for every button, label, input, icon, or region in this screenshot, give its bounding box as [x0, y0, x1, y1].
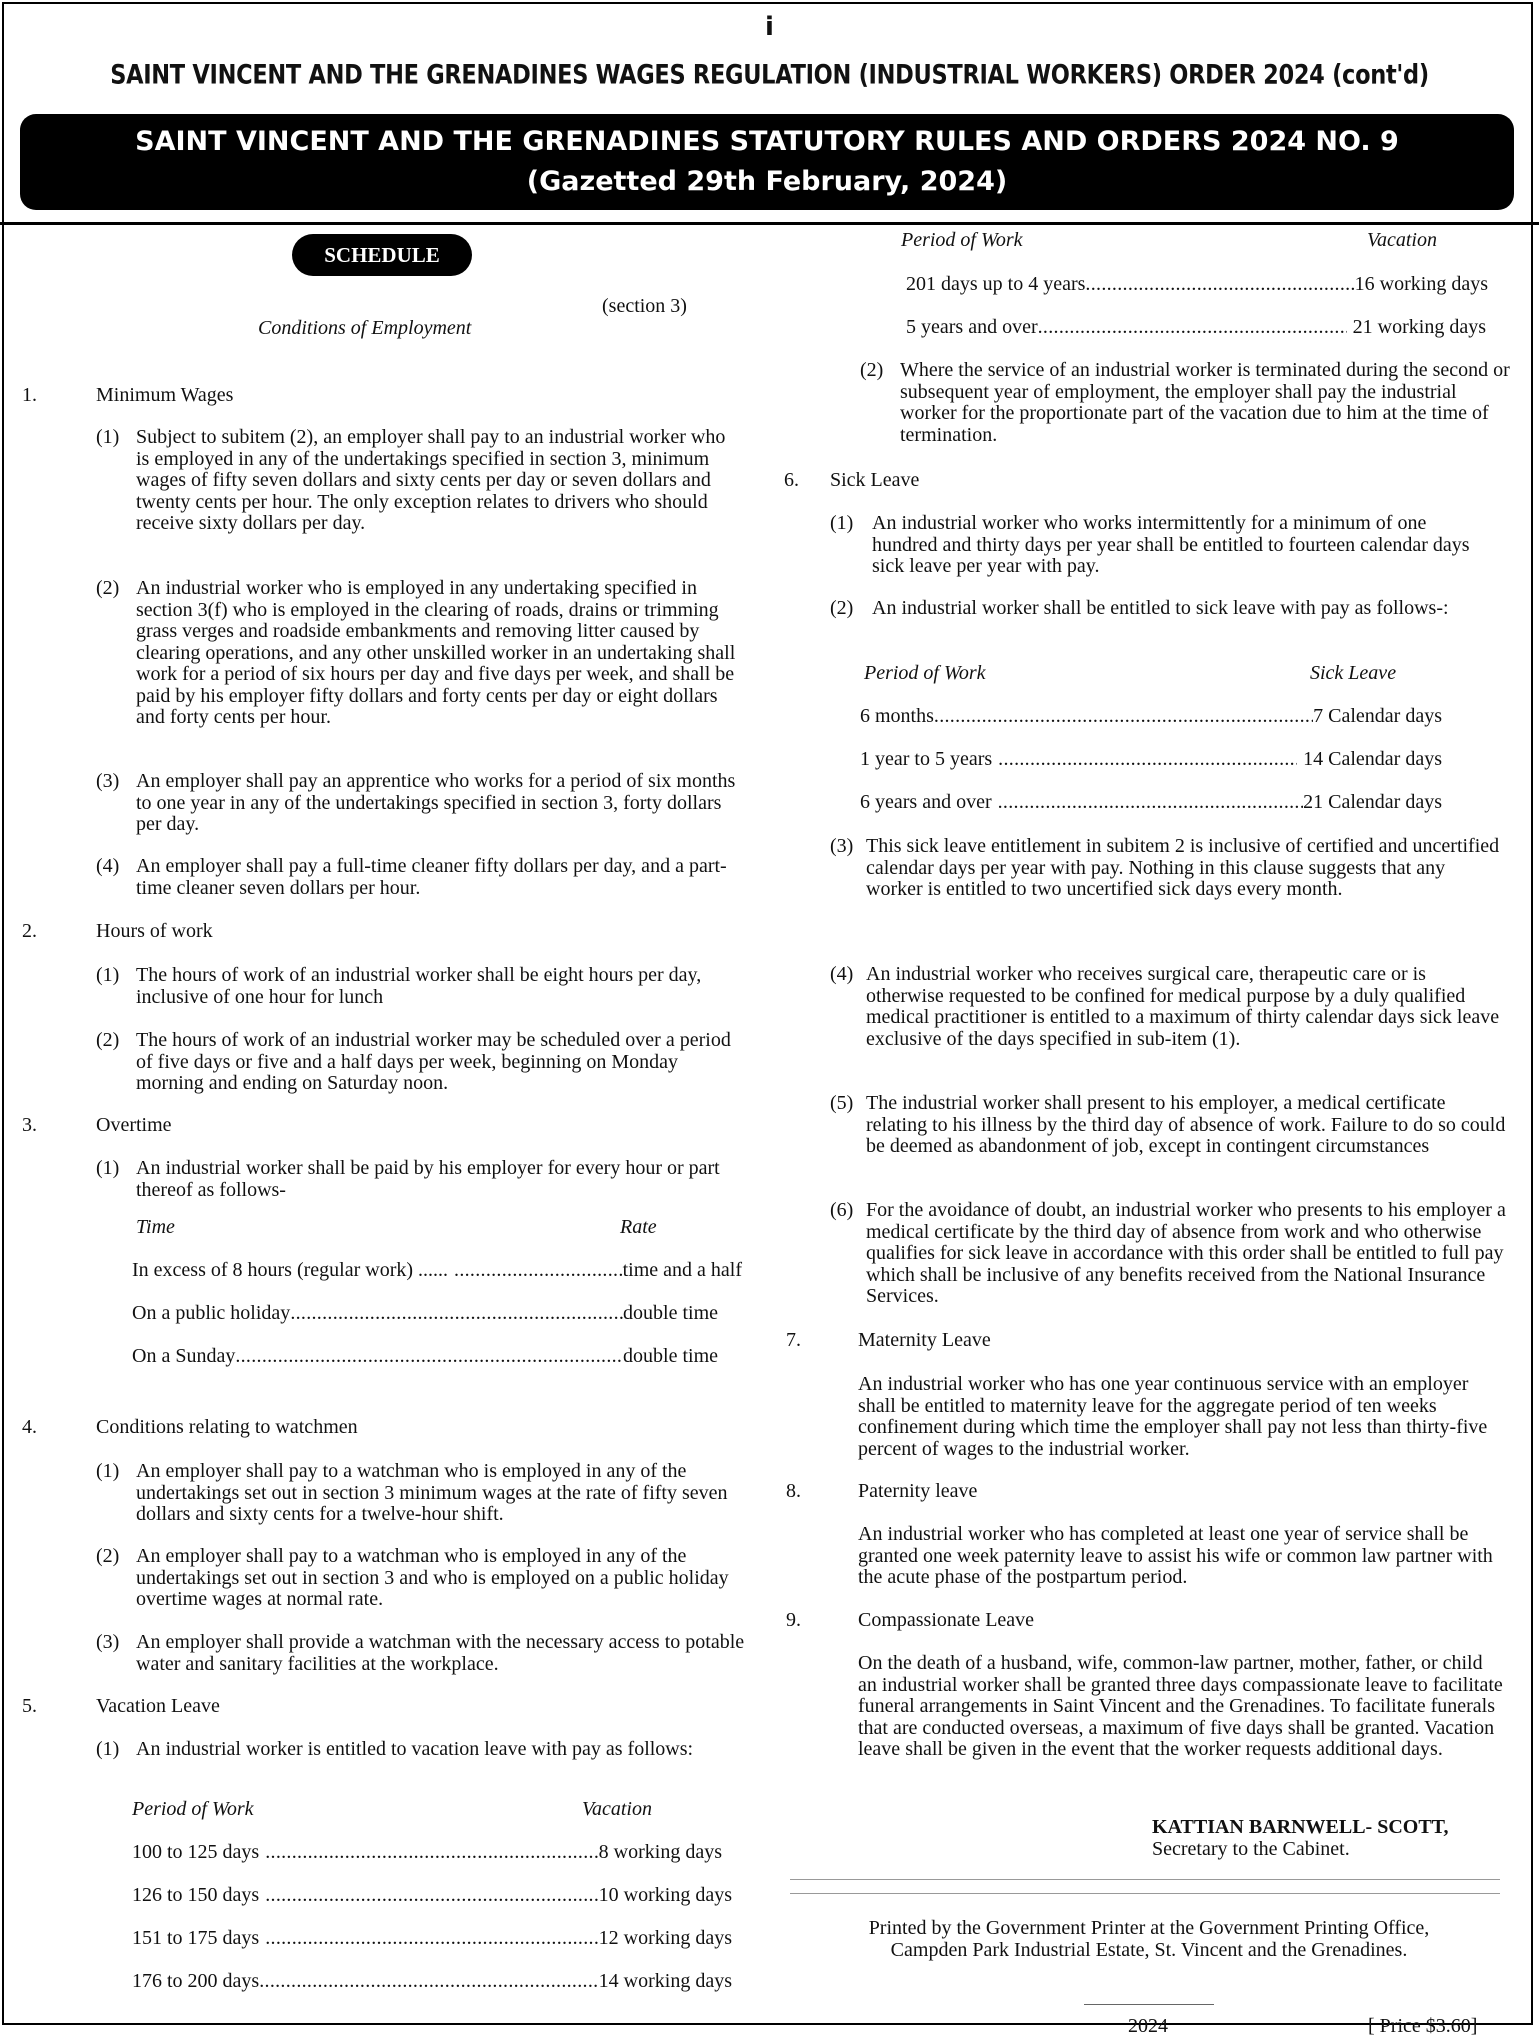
table-cell: 14 Calendar days — [1303, 748, 1442, 770]
table-cell: 12 working days — [598, 1927, 732, 1949]
schedule-subtitle: Conditions of Employment — [258, 317, 472, 339]
item-text: An employer shall pay to a watchman who is employed in any of the undertakings set out in section 3 minimum wages at the rate of fifty seven dollars and sixty cents for a twelve-hour shift. — [136, 1460, 728, 1525]
section-number: 1. — [22, 384, 37, 406]
section-number: 6. — [784, 469, 799, 491]
section-body: An industrial worker who has one year continuous service with an employer shall be entitled to maternity leave for the aggregate period of ten weeks confinement during which time the employer shall pay not less than thirty-five percent of wages to the industrial worker. — [858, 1373, 1488, 1460]
table-cell: 6 years and over — [860, 791, 992, 813]
table-row — [132, 1260, 742, 1282]
item-number: (2) — [830, 597, 854, 619]
table-row — [132, 1303, 718, 1325]
table-cell: 100 to 125 days — [132, 1841, 260, 1863]
list-item — [96, 578, 760, 748]
item-number: (2) — [860, 359, 884, 381]
section-title: Vacation Leave — [96, 1695, 220, 1717]
divider — [1084, 2004, 1214, 2005]
table-row — [906, 317, 1486, 339]
section-number: 2. — [22, 920, 37, 942]
item-number: (2) — [96, 1545, 120, 1567]
list-item — [860, 360, 1518, 448]
item-number: (1) — [96, 1738, 120, 1760]
list-item — [830, 1200, 1518, 1310]
item-number: (3) — [96, 770, 120, 792]
printer-line2: Campden Park Industrial Estate, St. Vincent and the Grenadines. — [890, 1939, 1408, 1961]
statutory-title-box — [20, 114, 1514, 210]
item-number: (1) — [830, 512, 854, 534]
table-cell: 201 days up to 4 years — [906, 273, 1086, 295]
table-cell: On a Sunday — [132, 1345, 236, 1367]
statutory-title-line1: SAINT VINCENT AND THE GRENADINES STATUTORY RULES AND ORDERS 2024 NO. 9 — [135, 126, 1399, 157]
item-text: An industrial worker shall be paid by his employer for every hour or part thereof as follows- — [136, 1157, 720, 1201]
list-item — [96, 771, 760, 837]
table-row — [860, 792, 1442, 814]
table-cell: double time — [623, 1345, 718, 1367]
list-item — [830, 1093, 1518, 1181]
section-title: Paternity leave — [858, 1480, 978, 1502]
item-number: (1) — [96, 964, 120, 986]
table-cell: 10 working days — [598, 1884, 732, 1906]
signatory-role: Secretary to the Cabinet. — [1152, 1838, 1350, 1860]
item-text: An industrial worker who is employed in any undertaking specified in section 3(f) who is employed in the clearing of roads, drains or trimming grass verges and roadside embankments and removing litter caused by clearing operations, and any other unskilled worker in an undertaking shall work for a period of six hours per day and five days per week, and shall be paid by his employer fifty dollars and forty cents per day or eight dollars and forty cents per hour. — [136, 577, 736, 728]
table-header: Vacation — [1367, 229, 1437, 251]
list-item — [96, 1632, 760, 1676]
list-item — [830, 964, 1518, 1074]
table-row — [132, 1346, 718, 1368]
item-text: An industrial worker who receives surgical care, therapeutic care or is otherwise requested to be confined for medical purpose by a duly qualified medical practitioner is entitled to a maximum of thirty calendar days sick leave exclusive of the days specified in sub-item (1). — [866, 963, 1500, 1050]
table-cell: 6 months — [860, 705, 934, 727]
item-text: An industrial worker is entitled to vacation leave with pay as follows: — [136, 1738, 694, 1760]
item-text: An employer shall pay a full-time cleaner fifty dollars per day, and a part-time cleaner seven dollars per hour. — [136, 855, 727, 899]
item-text: Subject to subitem (2), an employer shall pay to an industrial worker who is employed in any of the undertakings specified in section 3, minimum wages of fifty seven dollars and sixty cents per day or seven dollars and twenty cents per hour. The only exception relates to drivers who should receive sixty dollars per day. — [136, 426, 726, 534]
table-cell: 8 working days — [598, 1841, 722, 1863]
price: [ Price $3.60] — [1368, 2015, 1478, 2037]
item-text: An industrial worker who works intermittently for a minimum of one hundred and thirty days per year shall be entitled to fourteen calendar days sick leave per year with pay. — [872, 512, 1470, 577]
section-body: An industrial worker who has completed at least one year of service shall be granted one week paternity leave to assist his wife or common law partner with the acute phase of the postpartum period. — [858, 1523, 1493, 1588]
section-number: 8. — [786, 1480, 801, 1502]
section-number: 5. — [22, 1695, 37, 1717]
divider — [790, 1879, 1500, 1880]
list-item — [96, 1030, 760, 1096]
table-cell: 16 working days — [1354, 273, 1488, 295]
item-text: Where the service of an industrial worker is terminated during the second or subsequent year of employment, the employer shall pay the industrial worker for the proportionate part of the vacation due to him at the time of termination. — [900, 359, 1510, 446]
page-header — [0, 0, 1539, 225]
item-text: An employer shall pay to a watchman who is employed in any of the undertakings set out in section 3 and who is employed on a public holiday overtime wages at normal rate. — [136, 1545, 729, 1610]
section-number: 9. — [786, 1609, 801, 1631]
table-cell: double time — [623, 1302, 718, 1324]
table-cell: 1 year to 5 years — [860, 748, 993, 770]
section-body: On the death of a husband, wife, common-law partner, mother, father, or child an industrial worker shall be granted three days compassionate leave to facilitate funeral arrangements in Saint Vincent and the Grenadines. To facilitate funerals that are conducted overseas, a maximum of five days shall be granted. Vacation leave shall be given in the event that the worker requests additional days. — [858, 1652, 1503, 1760]
table-cell: 176 to 200 days — [132, 1970, 260, 1992]
table-row — [860, 706, 1442, 728]
section-number: 3. — [22, 1114, 37, 1136]
printer-line1: Printed by the Government Printer at the Government Printing Office, — [868, 1917, 1430, 1939]
section-number: 7. — [786, 1329, 801, 1351]
list-item — [96, 1546, 760, 1612]
table-header: Rate — [620, 1216, 657, 1238]
table-cell: 21 Calendar days — [1303, 791, 1442, 813]
table-header: Period of Work — [901, 229, 1023, 251]
table-row — [860, 749, 1442, 771]
table-cell: 151 to 175 days — [132, 1927, 260, 1949]
table-row — [132, 1971, 732, 1993]
table-cell: time and a half — [622, 1259, 742, 1281]
table-cell: 14 working days — [598, 1970, 732, 1992]
item-number: (2) — [96, 1029, 120, 1051]
list-item — [830, 598, 1518, 642]
item-text: The industrial worker shall present to his employer, a medical certificate relating to his illness by the third day of absence of work. Failure to do so could be deemed as abandonment of job, except in contingent circumstances — [866, 1092, 1506, 1157]
item-text: This sick leave entitlement in subitem 2 is inclusive of certified and uncertified calendar days per year with pay. Nothing in this clause suggests that any worker is entitled to two uncertified sick days every month. — [866, 835, 1500, 900]
list-item — [96, 1158, 760, 1202]
table-cell: In excess of 8 hours (regular work) ...... — [132, 1259, 449, 1281]
item-number: (6) — [830, 1199, 854, 1221]
item-number: (1) — [96, 1460, 120, 1482]
table-row — [906, 274, 1488, 296]
list-item — [96, 1461, 760, 1527]
list-item — [96, 427, 760, 559]
item-text: An employer shall pay an apprentice who works for a period of six months to one year in any of the undertakings specified in section 3, forty dollars per day. — [136, 770, 736, 835]
table-header: Time — [136, 1216, 175, 1238]
item-text: The hours of work of an industrial worker may be scheduled over a period of five days or five and a half days per week, beginning on Monday morning and ending on Saturday noon. — [136, 1029, 731, 1094]
table-cell: On a public holiday — [132, 1302, 291, 1324]
item-number: (5) — [830, 1092, 854, 1114]
section-title: Hours of work — [96, 920, 213, 942]
gazetted-date: (Gazetted 29th February, 2024) — [526, 166, 1008, 197]
item-text: The hours of work of an industrial worker shall be eight hours per day, inclusive of one hour for lunch — [136, 964, 702, 1008]
table-header: Period of Work — [132, 1798, 254, 1820]
item-number: (3) — [830, 835, 854, 857]
section-title: Compassionate Leave — [858, 1609, 1035, 1631]
table-header: Sick Leave — [1310, 662, 1397, 684]
table-row — [132, 1885, 732, 1907]
order-title: SAINT VINCENT AND THE GRENADINES WAGES REGULATION (INDUSTRIAL WORKERS) ORDER 2024 (cont'd) — [110, 59, 1429, 91]
table-cell: 126 to 150 days — [132, 1884, 260, 1906]
item-text: An industrial worker shall be entitled to sick leave with pay as follows-: — [872, 597, 1449, 619]
item-number: (1) — [96, 426, 120, 448]
table-cell: 7 Calendar days — [1313, 705, 1442, 727]
page-number: i — [765, 12, 774, 42]
list-item — [96, 856, 760, 900]
item-text: For the avoidance of doubt, an industrial worker who presents to his employer a medical certificate by the third day of absence from work and who otherwise qualifies for sick leave in accordance with this order shall be entitled to full pay which shall be inclusive of any benefits received from the National Insurance Services. — [866, 1199, 1506, 1307]
table-header: Period of Work — [864, 662, 986, 684]
section-title: Overtime — [96, 1114, 172, 1136]
table-row — [132, 1842, 722, 1864]
item-text: An employer shall provide a watchman with the necessary access to potable water and sanitary facilities at the workplace. — [136, 1631, 745, 1675]
table-cell: 21 working days — [1352, 316, 1486, 338]
list-item — [96, 965, 760, 1009]
list-item — [830, 513, 1518, 579]
table-row — [132, 1928, 732, 1950]
item-number: (4) — [830, 963, 854, 985]
section-title: Sick Leave — [830, 469, 920, 491]
list-item — [830, 836, 1518, 924]
table-cell: 5 years and over — [906, 316, 1038, 338]
list-item — [96, 1739, 760, 1783]
section-title: Conditions relating to watchmen — [96, 1416, 358, 1438]
print-year: 2024 — [1128, 2015, 1168, 2037]
section-title: Minimum Wages — [96, 384, 234, 406]
table-header: Vacation — [582, 1798, 652, 1820]
item-number: (1) — [96, 1157, 120, 1179]
schedule-badge: SCHEDULE — [292, 234, 472, 276]
divider — [790, 1893, 1500, 1894]
signatory-name: KATTIAN BARNWELL- SCOTT, — [1152, 1816, 1449, 1838]
item-number: (4) — [96, 855, 120, 877]
item-number: (3) — [96, 1631, 120, 1653]
section-title: Maternity Leave — [858, 1329, 991, 1351]
item-number: (2) — [96, 577, 120, 599]
section-reference: (section 3) — [602, 295, 687, 317]
section-number: 4. — [22, 1416, 37, 1438]
